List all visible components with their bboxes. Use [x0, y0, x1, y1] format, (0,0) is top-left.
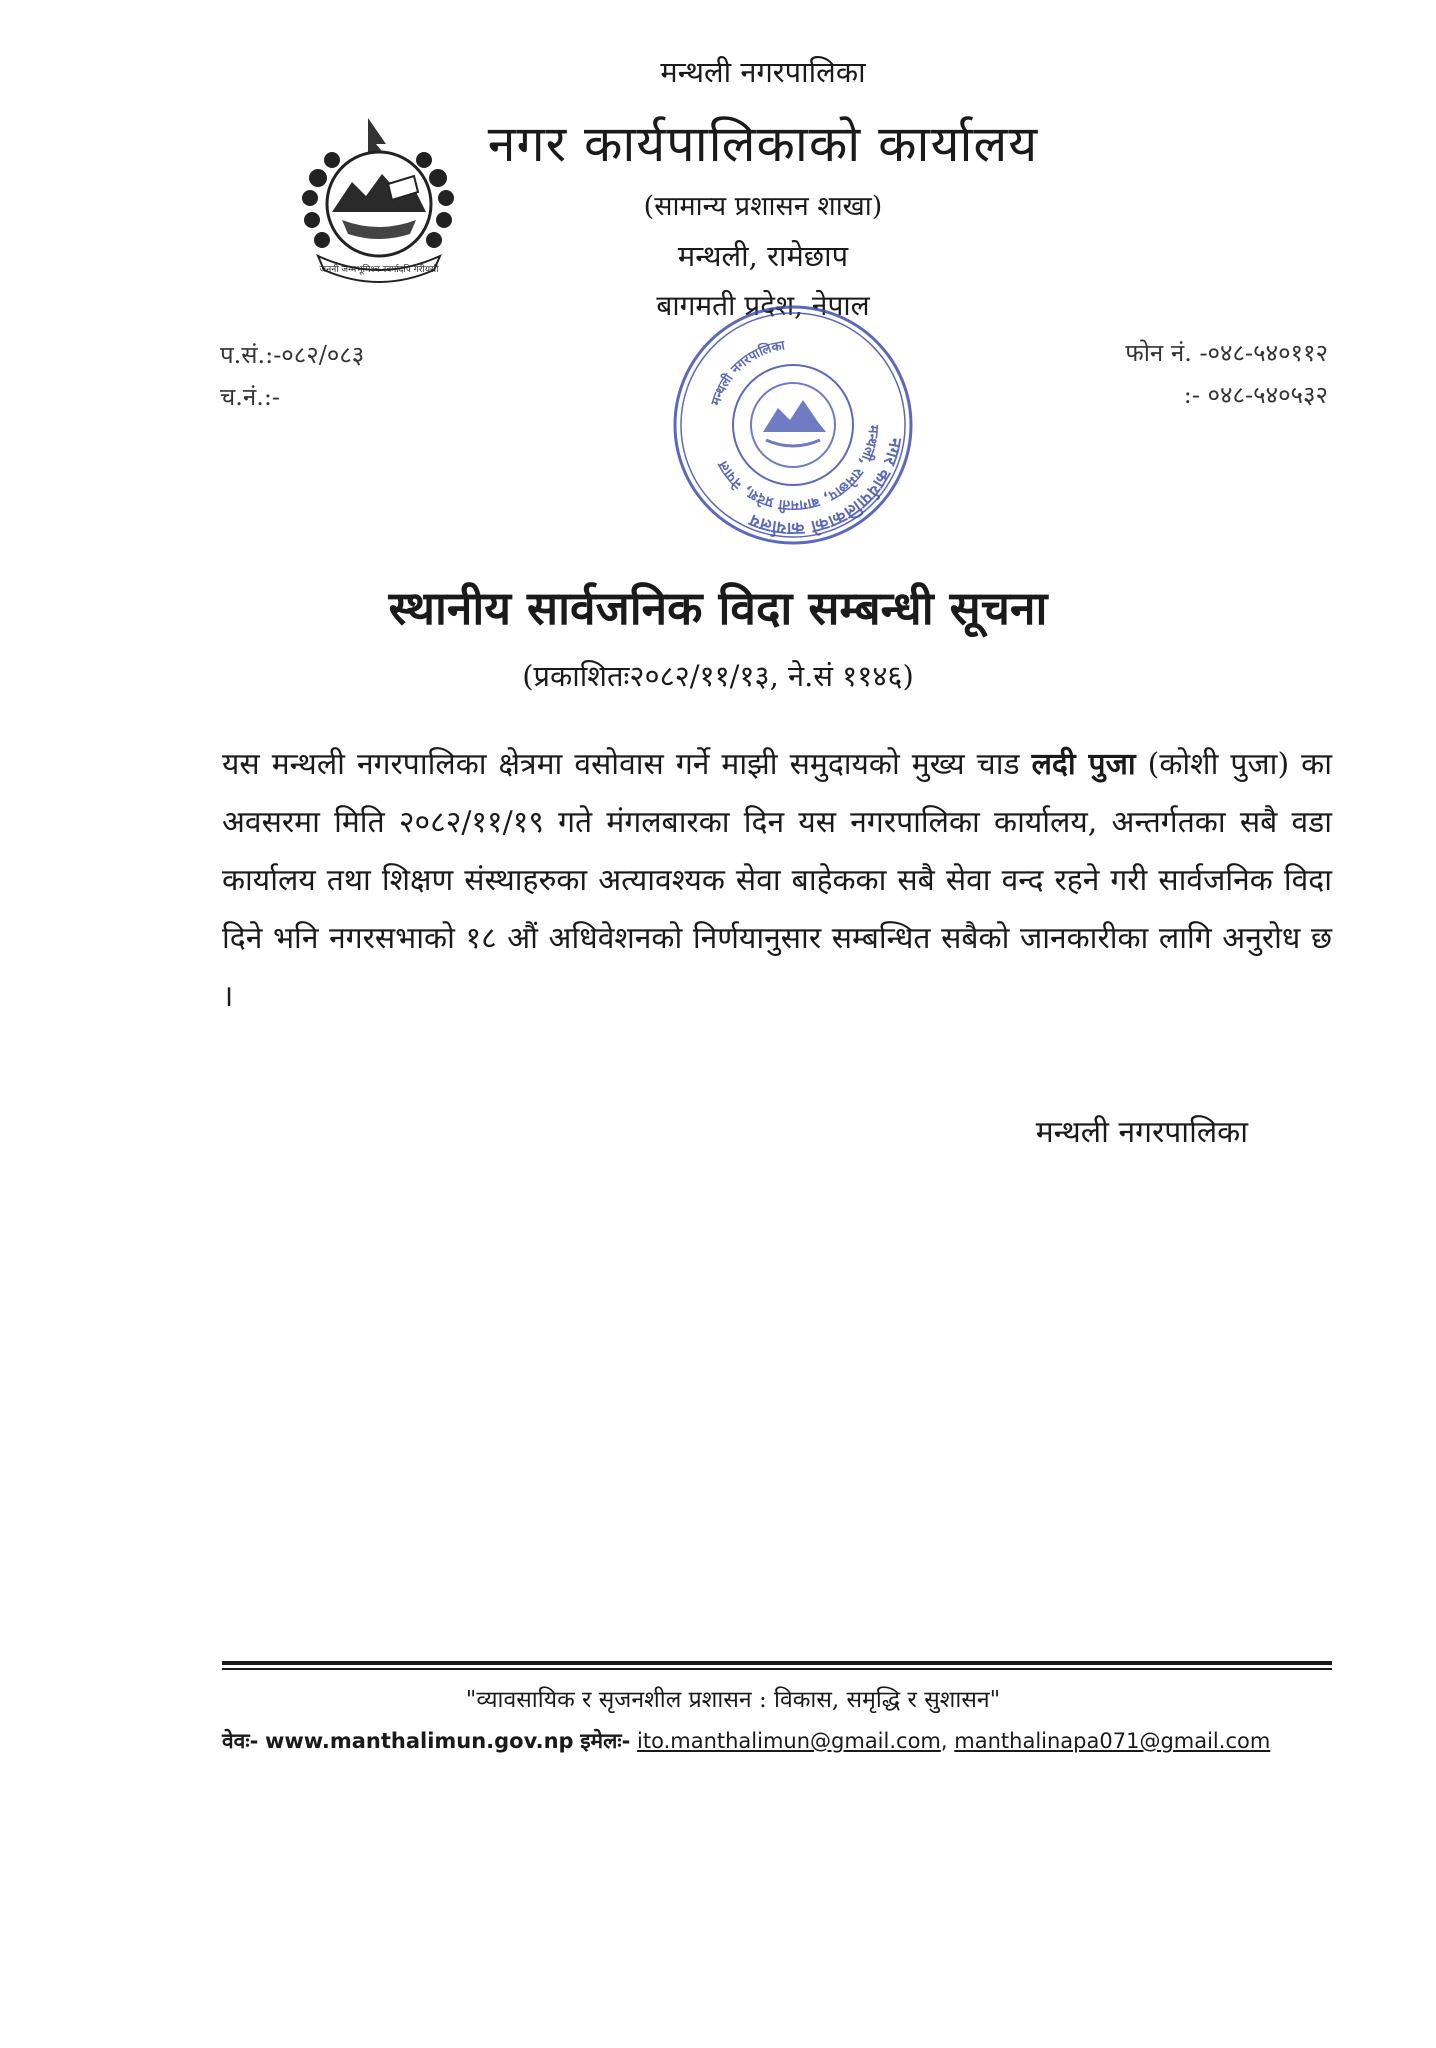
notice-published-date: (प्रकाशितः२०८२/११/१३, ने.सं ११४६): [522, 659, 914, 693]
notice-body-part-1: यस मन्थली नगरपालिका क्षेत्रमा वसोवास गर्ने माझी समुदायको मुख्य चाड: [222, 747, 1032, 782]
web-label: वेवः-: [222, 1729, 259, 1753]
reference-number: प.सं.:-०८२/०८३: [220, 341, 365, 369]
stamp-inner-text: मन्थली, रामेछाप, बागमती प्रदेश, नेपाल: [715, 424, 882, 514]
footer-slogan: "व्यावसायिक र सृजनशील प्रशासन : विकास, समृद्धि र सुशासन": [465, 1687, 1001, 1713]
notice-body-part-2: (कोशी पुजा) का अवसरमा मिति २०८२/११/१९ गते मंगलबारका दिन यस नगरपालिका कार्यालय, अन्तर्गतका सबै वडा कार्यालय तथा शिक्षण संस्थाहरुका अत्यावश्यक सेवा बाहेकका सबै सेवा वन्द रहने गरी सार्वजनिक विदा दिने भनि नगरसभाको १८ औं अधिवेशनको निर्णयानुसार सम्बन्धित सबैको जानकारीका लागि अनुरोध छ ।: [222, 747, 1332, 1014]
notice-title: स्थानीय सार्वजनिक विदा सम्बन्धी सूचना: [388, 581, 1048, 635]
office-name: नगर कार्यपालिकाको कार्यालय: [487, 115, 1039, 173]
office-province: बागमती प्रदेश, नेपाल: [656, 289, 870, 322]
website-link[interactable]: www.manthalimun.gov.np: [265, 1729, 574, 1753]
email-separator: ,: [940, 1729, 948, 1753]
svg-text:मन्थली नगरपालिका: [708, 338, 786, 408]
notice-body-festival: लदी पुजा: [1031, 747, 1136, 782]
footer-contact: [222, 1727, 1270, 1755]
email-link-1[interactable]: ito.manthalimun@gmail.com: [637, 1729, 941, 1753]
phone-number-1: फोन नं. -०४८-५४०११२: [1125, 339, 1328, 367]
signature-block: मन्थली नगरपालिका: [1035, 1115, 1248, 1150]
notice-body: [222, 736, 1332, 1026]
phone-number-2: :- ०४८-५४०५३२: [1183, 381, 1328, 409]
footer-divider-thin: [222, 1668, 1332, 1670]
footer-divider: [222, 1661, 1332, 1665]
svg-text:मन्थली, रामेछाप, बागमती प्रदेश: [715, 424, 881, 515]
office-stamp-icon: [668, 300, 918, 550]
branch-name: (सामान्य प्रशासन शाखा): [643, 191, 883, 222]
stamp-top-text: मन्थली नगरपालिका: [708, 338, 787, 408]
stamp-outer-text: नगर कार्यपालिकाको कार्यालय: [746, 436, 906, 539]
dispatch-number: च.नं.:-: [220, 383, 281, 411]
email-label: इमेलः-: [580, 1729, 631, 1753]
office-place: मन्थली, रामेछाप: [677, 239, 849, 273]
email-link-2[interactable]: manthalinapa071@gmail.com: [954, 1729, 1271, 1753]
svg-text:जननी जन्मभूमिश्च स्वर्गादपि गर: जननी जन्मभूमिश्च स्वर्गादपि गरीयसी: [319, 265, 439, 275]
org-name: मन्थली नगरपालिका: [660, 55, 866, 89]
